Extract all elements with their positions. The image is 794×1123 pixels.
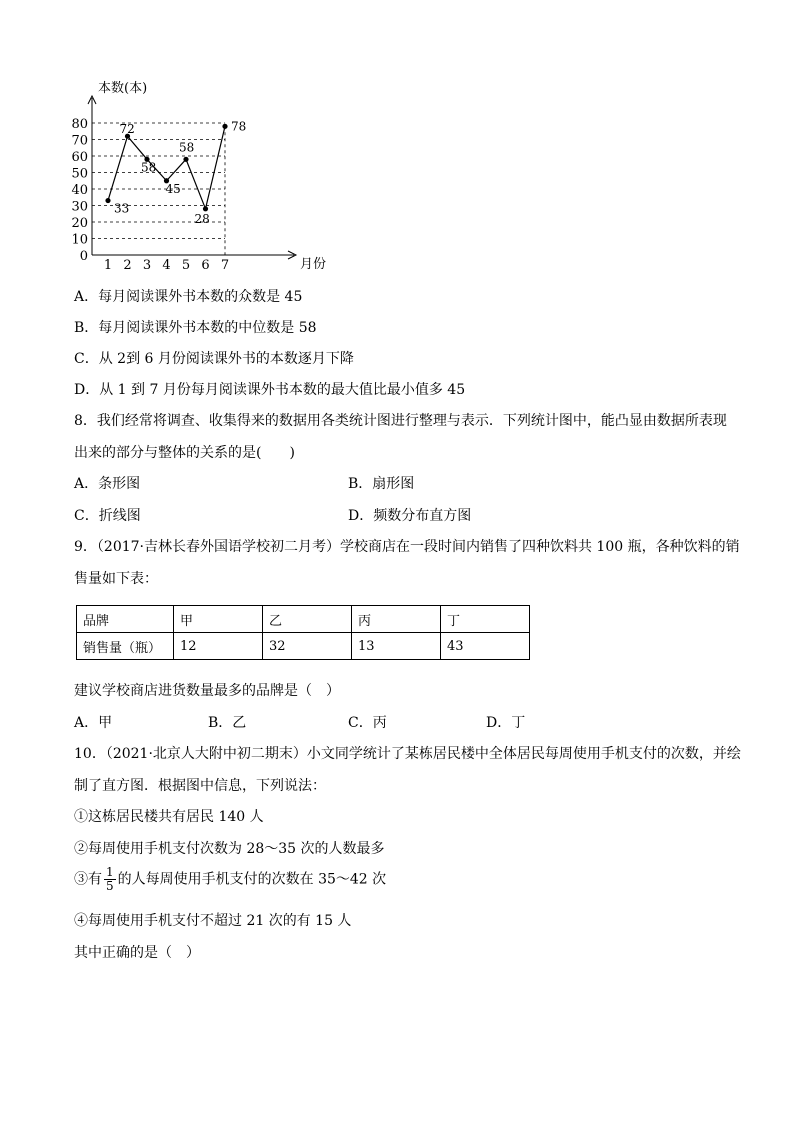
statement-3-prefix: ③有 — [74, 871, 102, 888]
q8-option-d: D．频数分布直方图 — [348, 508, 472, 524]
q10-statement-1: ①这栋居民楼共有居民 140 人 — [74, 809, 264, 825]
y-tick-label: 60 — [71, 150, 88, 165]
q10-statement-3 — [74, 866, 386, 893]
q9-question: 建议学校商店进货数量最多的品牌是（ ） — [74, 683, 340, 699]
x-tick-labels — [104, 258, 229, 273]
y-tick-label: 70 — [71, 133, 88, 149]
q7-option-c: C．从 2到 6 月份阅读课外书的本数逐月下降 — [74, 351, 354, 367]
table-cell: 丙 — [352, 606, 441, 633]
q10-stem-line1: 10．（2021·北京人大附中初二期末）小文同学统计了某栋居民楼中全体居民每周使用手机支付的次数，并绘 — [74, 746, 741, 762]
table-cell: 43 — [441, 633, 530, 660]
table-cell: 甲 — [174, 606, 263, 633]
x-tick-label: 1 — [103, 258, 113, 273]
y-tick-label: 80 — [71, 117, 88, 132]
x-tick-label: 2 — [123, 258, 132, 273]
q9-option-d: D．丁 — [486, 715, 526, 731]
q9-option-c: C．丙 — [348, 715, 387, 731]
table-cell: 13 — [352, 633, 441, 660]
q7-option-a: A．每月阅读课外书本数的众数是 45 — [74, 289, 303, 305]
table-row — [77, 606, 530, 633]
x-tick-label: 7 — [220, 258, 230, 273]
y-tick-label: 20 — [71, 216, 88, 231]
y-tick-label: 0 — [79, 249, 88, 264]
table-cell: 乙 — [263, 606, 352, 633]
table-cell: 销售量（瓶） — [77, 633, 174, 660]
y-tick-label: 30 — [71, 199, 88, 215]
data-point — [183, 157, 188, 162]
data-label: 78 — [231, 119, 247, 134]
fraction — [104, 866, 116, 893]
x-tick-label: 5 — [181, 258, 191, 273]
chart-axes — [88, 96, 296, 259]
q9-stem-line1: 9．（2017·吉林长春外国语学校初二月考）学校商店在一段时间内销售了四种饮料共 100 瓶，各种饮料的销 — [74, 539, 740, 555]
statement-3-suffix: 的人每周使用手机支付的次数在 35～42 次 — [117, 871, 387, 888]
table-cell: 品牌 — [77, 606, 174, 633]
y-axis-label: 本数(本) — [98, 81, 148, 96]
data-label: 72 — [119, 122, 135, 137]
x-axis-label: 月份 — [300, 257, 327, 272]
table-row — [77, 633, 530, 660]
q8-option-b: B．扇形图 — [348, 476, 415, 492]
y-tick-labels — [71, 117, 88, 264]
q10-statement-4: ④每周使用手机支付不超过 21 次的有 15 人 — [74, 913, 352, 929]
data-point — [203, 206, 208, 211]
q8-stem-line1: 8．我们经常将调查、收集得来的数据用各类统计图进行整理与表示．下列统计图中，能凸显由数据所表现 — [74, 413, 727, 429]
data-point — [222, 124, 227, 129]
q8-option-a: A．条形图 — [74, 476, 141, 492]
q9-option-a: A．甲 — [74, 715, 113, 731]
line-chart — [60, 72, 340, 282]
y-tick-label: 10 — [71, 232, 88, 248]
q10-stem-line2: 制了直方图．根据图中信息，下列说法： — [74, 778, 326, 794]
table-cell: 32 — [263, 633, 352, 660]
q10-statement-2: ②每周使用手机支付次数为 28～35 次的人数最多 — [74, 841, 385, 857]
data-point — [105, 198, 110, 203]
table-cell: 丁 — [441, 606, 530, 633]
data-label: 58 — [141, 160, 157, 175]
sales-table — [76, 605, 530, 660]
series-line — [108, 126, 225, 209]
x-tick-label: 6 — [201, 258, 210, 273]
data-label: 28 — [194, 211, 210, 226]
data-label: 33 — [114, 201, 130, 216]
table-cell: 12 — [174, 633, 263, 660]
q9-option-b: B．乙 — [208, 715, 247, 731]
fraction-numerator: 1 — [106, 865, 114, 879]
y-tick-label: 40 — [71, 183, 88, 198]
y-tick-label: 50 — [71, 166, 88, 182]
q8-stem-line2: 出来的部分与整体的关系的是( ) — [74, 445, 295, 461]
fraction-denominator: 5 — [106, 879, 114, 893]
data-label: 58 — [179, 140, 195, 155]
q8-option-c: C．折线图 — [74, 508, 141, 524]
q9-stem-line2: 售量如下表： — [74, 571, 158, 587]
q10-question: 其中正确的是（ ） — [74, 945, 200, 961]
x-tick-label: 3 — [142, 258, 152, 273]
data-label: 45 — [165, 181, 181, 196]
x-tick-label: 4 — [162, 258, 171, 273]
q7-option-d: D．从 1 到 7 月份每月阅读课外书本数的最大值比最小值多 45 — [74, 382, 466, 398]
q7-option-b: B．每月阅读课外书本数的中位数是 58 — [74, 320, 317, 336]
